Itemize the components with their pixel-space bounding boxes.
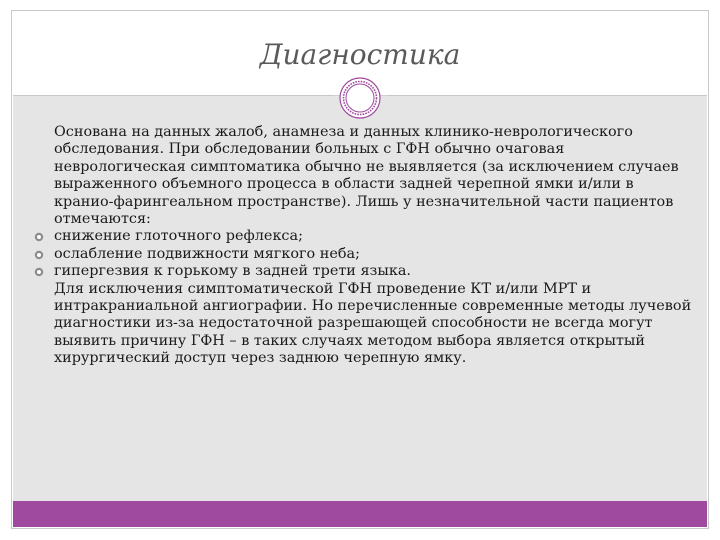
conclusion-paragraph: Для исключения симптоматической ГФН проведение КТ и/или МРТ и интракраниальной ангиографии. Но перечисленные современные методы лучевой диагностики из-за недостаточной разрешающей способности не всегда могут выявить причину ГФН – в таких случаях методом выбора является открытый хирургический доступ через заднюю черепную ямку. [54,280,692,367]
ring-ornament-icon [339,77,381,119]
bottom-accent-bar [13,501,707,527]
slide-body [34,124,694,368]
title-divider-right [388,95,707,96]
title-divider-left [13,95,333,96]
bullet-item [34,246,694,263]
bullet-text: ослабление подвижности мягкого неба; [54,245,360,262]
bullet-item [34,263,694,280]
circle-bullet-icon [34,232,44,242]
circle-bullet-icon [34,250,44,260]
bullet-text: снижение глоточного рефлекса; [54,228,303,245]
bullet-text: гипергезвия к горькому в задней трети языка. [54,263,411,280]
bullet-item [34,228,694,245]
circle-bullet-icon [34,267,44,277]
intro-paragraph: Основана на данных жалоб, анамнеза и данных клинико-неврологического обследования. При обследовании больных с ГФН обычно очаговая неврологическая симптоматика обычно не выявляется (за исключением случаев выраженного объемного процесса в области задней черепной ямки и/или в кранио-фарингеальном пространстве). Лишь у незначительной части пациентов отмечаются: [54,124,679,228]
slide-title: Диагностика [259,38,461,71]
